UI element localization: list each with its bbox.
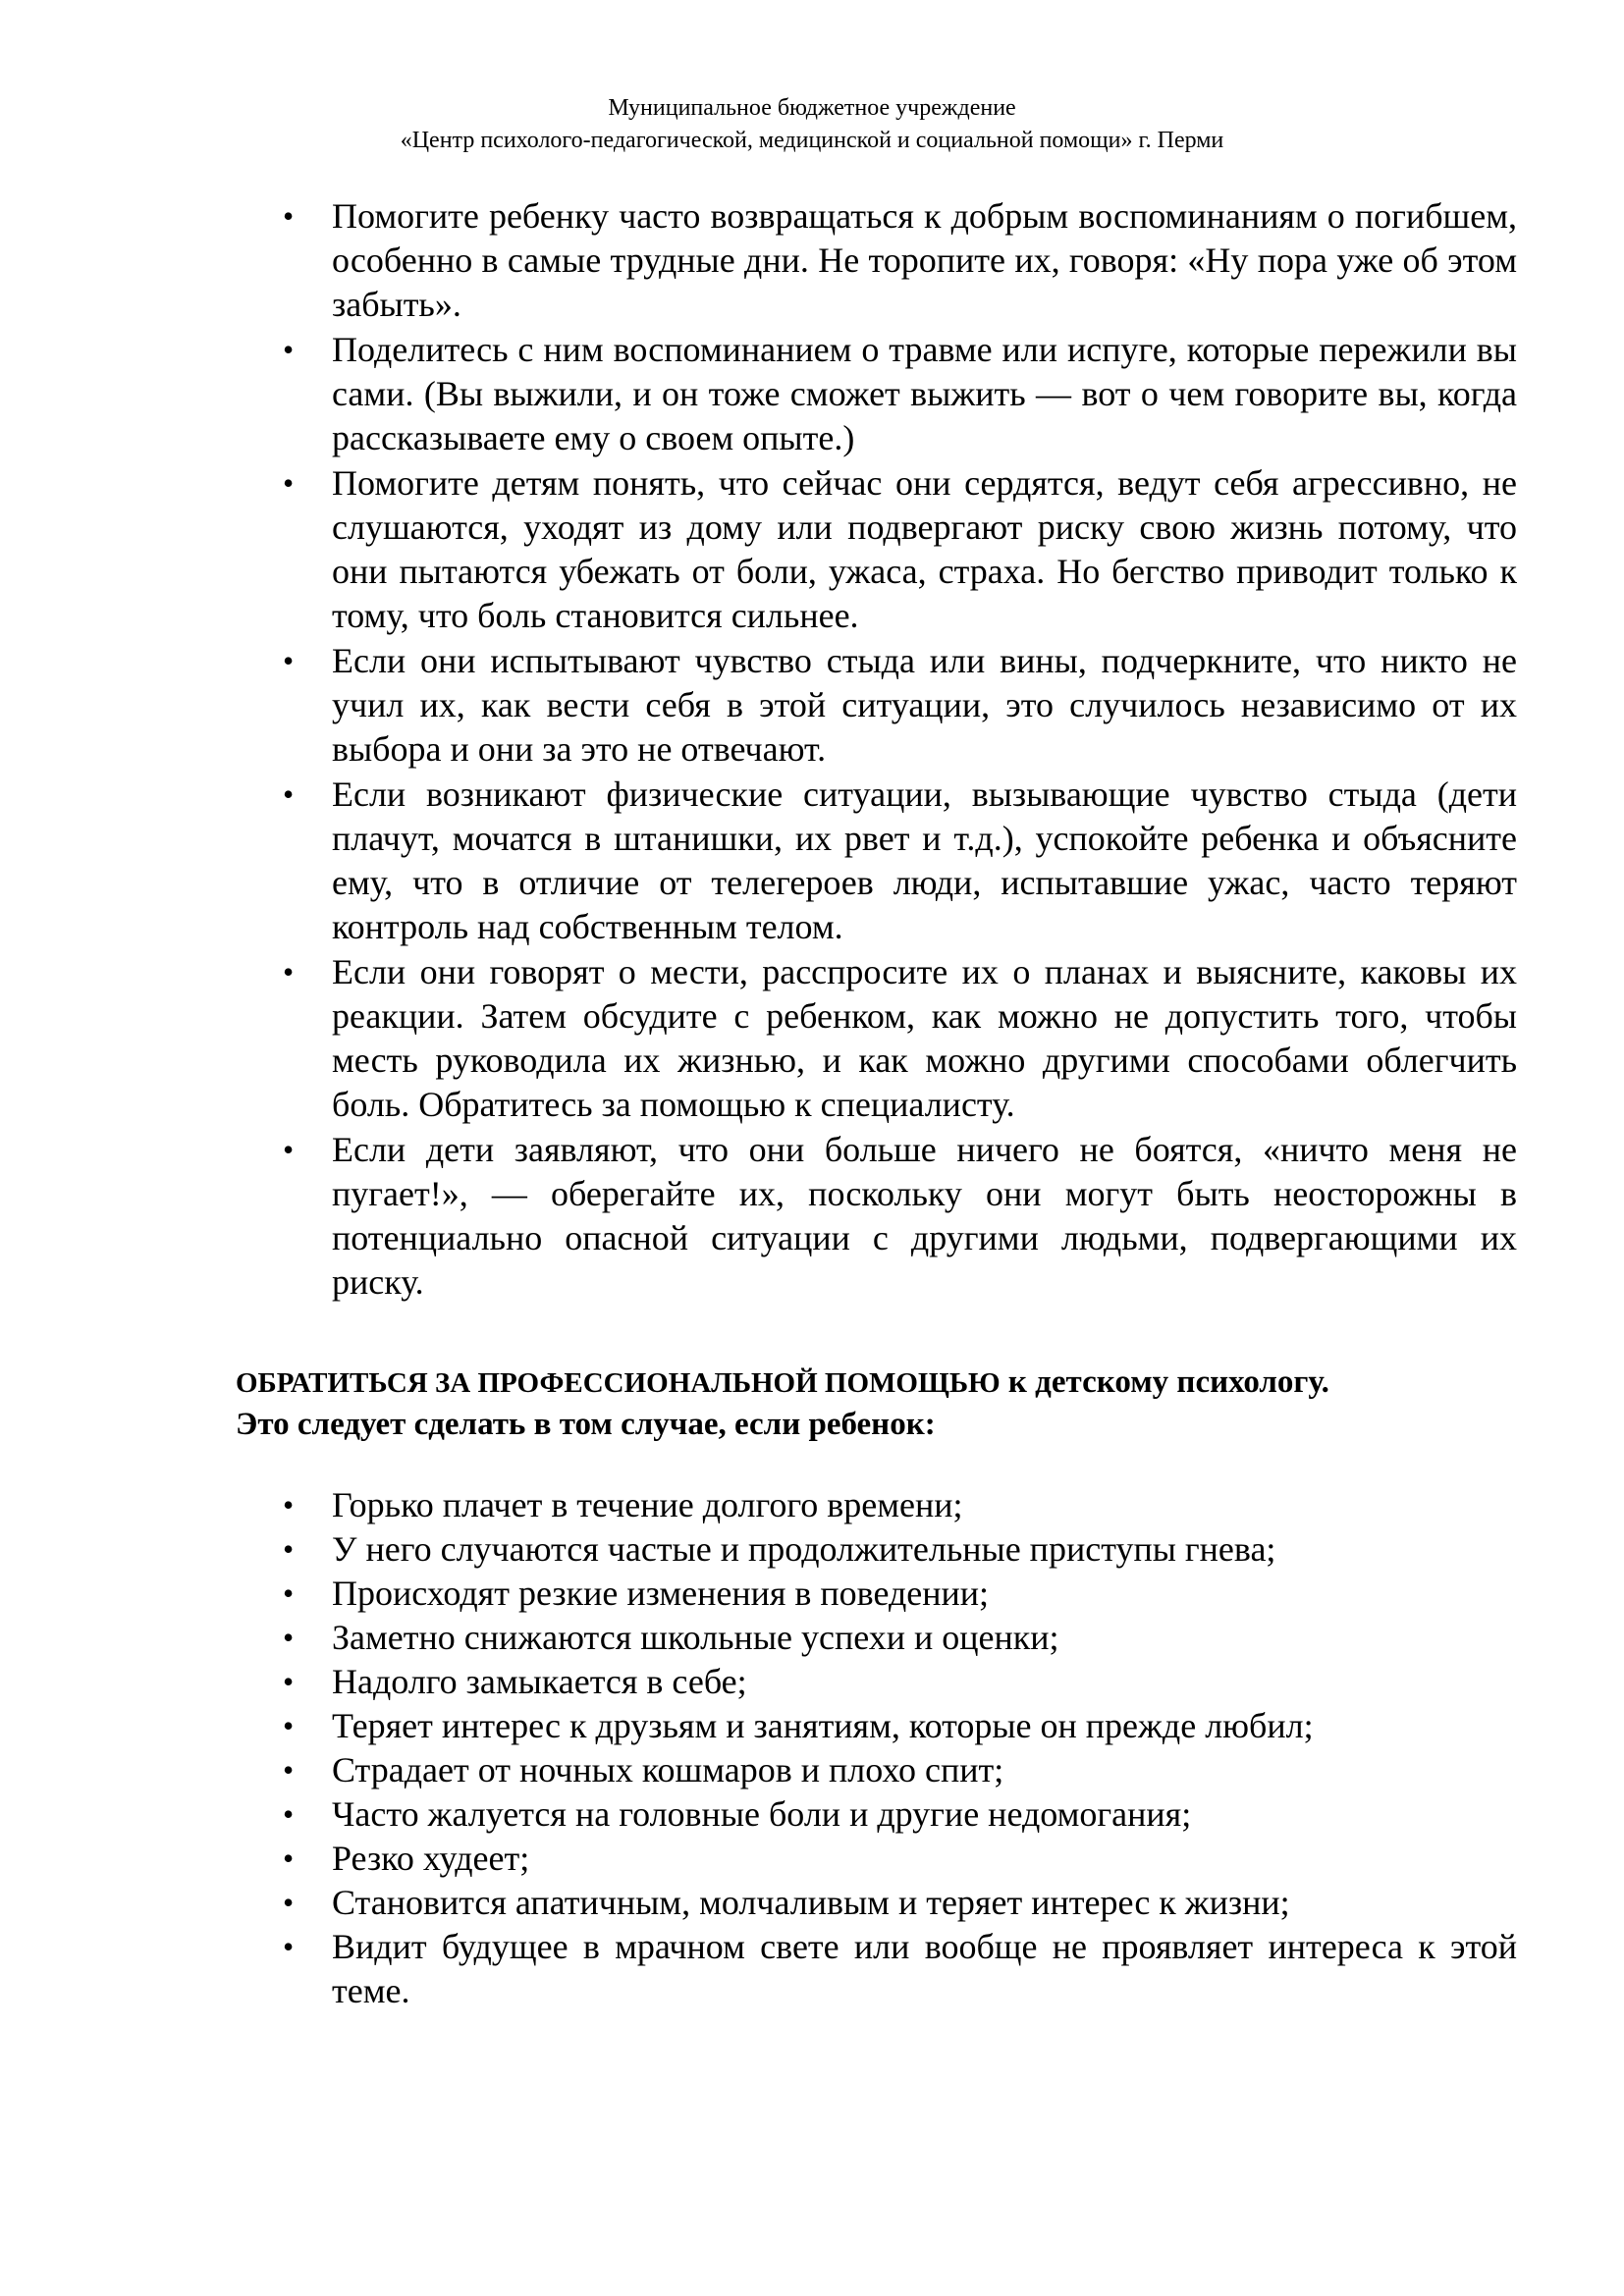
list-item: [0, 1792, 1517, 1837]
list-item-text: Теряет интерес к друзьям и занятиям, которые он прежде любил;: [332, 1706, 1314, 1745]
list-item-text: Становится апатичным, молчаливым и теряет интерес к жизни;: [332, 1883, 1290, 1922]
list-item-text: Если они говорят о мести, расспросите их о планах и выясните, каковы их реакции. Затем обсудите с ребенком, как можно не допустить того, чтобы месть руководила их жизнью, и как можно другими способами облегчить боль. Обратитесь за помощью к специалисту.: [332, 952, 1517, 1124]
list-item-text: Часто жалуется на головные боли и другие недомогания;: [332, 1794, 1192, 1834]
bullet-icon: •: [283, 1796, 295, 1832]
section-title-caps: ОБРАТИТЬСЯ ЗА ПРОФЕССИОНАЛЬНОЙ ПОМОЩЬЮ: [236, 1367, 1001, 1399]
signs-list: [0, 1483, 1624, 2013]
bullet-icon: •: [283, 1664, 295, 1699]
list-item-text: У него случаются частые и продолжительные приступы гнева;: [332, 1529, 1276, 1569]
list-item: [0, 1748, 1517, 1792]
list-item: [0, 194, 1517, 327]
list-item: [0, 1837, 1517, 1881]
bullet-icon: •: [283, 954, 295, 989]
bullet-icon: •: [283, 1929, 295, 1964]
bullet-icon: •: [283, 1575, 295, 1611]
bullet-icon: •: [283, 1885, 295, 1920]
list-item: [0, 461, 1517, 638]
bullet-icon: •: [283, 465, 295, 501]
list-item: [0, 1483, 1517, 1527]
list-item-text: Горько плачет в течение долгого времени;: [332, 1485, 963, 1524]
list-item: [0, 1925, 1517, 2013]
list-item-text: Если дети заявляют, что они больше ничего не боятся, «ничто меня не пугает!», — оберегайте их, поскольку они могут быть неосторожны в потенциально опасной ситуации с другими людьми, подвергающими их риску.: [332, 1130, 1517, 1302]
advice-list: [0, 194, 1624, 1306]
list-item: [0, 328, 1517, 460]
list-item: [0, 1527, 1517, 1572]
list-item: [0, 639, 1517, 772]
header-institution-name: «Центр психолого-педагогической, медицинской и социальной помощи» г. Перми: [400, 128, 1224, 153]
section-title: [236, 1362, 1522, 1403]
bullet-icon: •: [283, 1841, 295, 1876]
list-item-text: Помогите ребенку часто возвращаться к добрым воспоминаниям о погибшем, особенно в самые трудные дни. Не торопите их, говоря: «Ну пора уже об этом забыть».: [332, 196, 1517, 324]
list-item: [0, 1881, 1517, 1925]
bullet-icon: •: [283, 198, 295, 234]
bullet-icon: •: [283, 643, 295, 678]
bullet-icon: •: [283, 1531, 295, 1567]
bullet-icon: •: [283, 1752, 295, 1788]
bullet-icon: •: [283, 1132, 295, 1167]
list-item: [0, 1572, 1517, 1616]
list-item-text: Происходят резкие изменения в поведении;: [332, 1574, 990, 1613]
section-title-tail: к детскому психологу.: [1000, 1364, 1329, 1400]
page-header: [0, 92, 1624, 157]
list-item: [0, 1660, 1517, 1704]
bullet-icon: •: [283, 1487, 295, 1522]
section-subtitle: Это следует сделать в том случае, если ребенок:: [236, 1407, 936, 1442]
list-item: [0, 773, 1517, 949]
list-item: [0, 950, 1517, 1127]
bullet-icon: •: [283, 1708, 295, 1743]
bullet-icon: •: [283, 776, 295, 812]
list-item: [0, 1704, 1517, 1748]
bullet-icon: •: [283, 1620, 295, 1655]
list-item-text: Заметно снижаются школьные успехи и оценки;: [332, 1618, 1059, 1657]
bullet-icon: •: [283, 332, 295, 367]
section-heading: [236, 1362, 1522, 1446]
list-item: [0, 1616, 1517, 1660]
list-item-text: Надолго замыкается в себе;: [332, 1662, 747, 1701]
list-item-text: Резко худеет;: [332, 1839, 530, 1878]
list-item-text: Видит будущее в мрачном свете или вообще не проявляет интереса к этой теме.: [332, 1927, 1517, 2010]
list-item-text: Поделитесь с ним воспоминанием о травме или испуге, которые пережили вы сами. (Вы выжили, и он тоже сможет выжить — вот о чем говорите вы, когда рассказываете ему о своем опыте.): [332, 330, 1517, 457]
list-item-text: Помогите детям понять, что сейчас они сердятся, ведут себя агрессивно, не слушаются, уходят из дому или подвергают риску свою жизнь потому, что они пытаются убежать от боли, ужаса, страха. Но бегство приводит только к тому, что боль становится сильнее.: [332, 463, 1517, 635]
list-item: [0, 1128, 1517, 1305]
list-item-text: Если они испытывают чувство стыда или вины, подчеркните, что никто не учил их, как вести себя в этой ситуации, это случилось независимо от их выбора и они за это не отвечают.: [332, 641, 1517, 769]
list-item-text: Страдает от ночных кошмаров и плохо спит;: [332, 1750, 1004, 1789]
list-item-text: Если возникают физические ситуации, вызывающие чувство стыда (дети плачут, мочатся в штанишки, их рвет и т.д.), успокойте ребенка и объясните ему, что в отличие от телегероев люди, испытавшие ужас, часто теряют контроль над собственным телом.: [332, 774, 1517, 946]
header-institution-type: Муниципальное бюджетное учреждение: [608, 95, 1016, 121]
